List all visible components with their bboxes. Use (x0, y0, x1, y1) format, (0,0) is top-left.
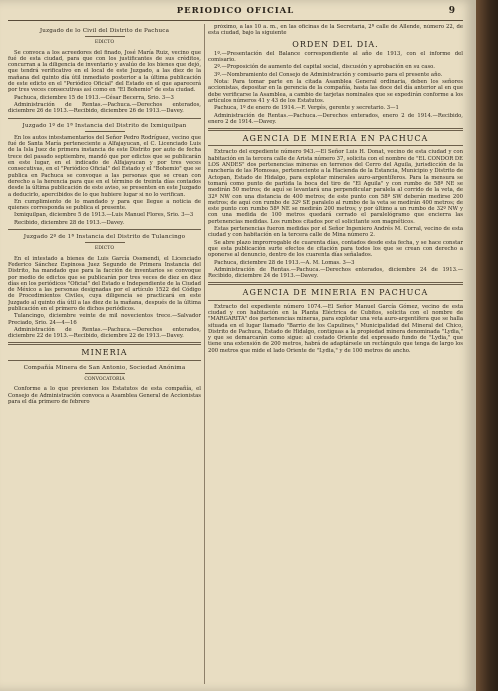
notice-paragraph: Extracto del expediente número 1074.—El Señor Manuel García Gómez, vecino de esta ciudad y con habitación en la Planta Eléctrica de Cubitos, solicita con el nombre de "MARGARITA" dos pertenencias mineras, para explotar una veta auro-argentífera que se halla situada en el lugar llamado "Barrio de los Capulines," Municipalidad del Mineral del Chico, Distrito de Pachuca, Estado de Hidalgo, contiguas a la propiedad minera denominada "Lydia," y que se demarcarán como sigue: al costado Oriente del expresado fundo de "Lydia," que tiene una extensión de 200 metros, habrá de adaptársele un rectángulo que tenga de largo los 200 metros que mide el lado Oriente de "Lydia," y de 100 metros de ancho. (208, 303, 463, 354)
divider (208, 282, 463, 285)
divider (208, 145, 463, 146)
agenda-item: 2º.—Proposición de aumento del capital social, discusión y aprobación en su caso. (214, 64, 435, 71)
section-heading: Juzgado de lo Civil del Distrito de Pachuca (39, 28, 170, 34)
notice-paragraph: En los autos intestamentarios del Señor Pedro Rodríguez, vecino que fué de Santa María perteneciente a Alfajayucan, el C. Licenciado Luis de la Isla Juez de primera instancia de este Distrito por auto de fecha trece del pasado septiembre, mandó que por edictos que se publicarán en este lugar, en el indicado de Alfajayucan y por tres veces consecutivas, en el "Periódico Oficial" del Estado y el "Bohemio" que se publica en Pachuca se convoque a las personas que se crean con derecho a la herencia para que en el término de treinta días contados desde la última publicación de este aviso, se presenten en este Juzgado a deducirlo, apercibidos de lo que hubiere lugar si no lo verifican. (8, 134, 201, 198)
notice-paragraph: En el intestado a bienes de Luis García Ossmendi, el Licenciado Federico Sánchez Espinosa Juez Segundo de Primera Instancia del Distrito, ha mandado que para la facción de inventarios se convoque por medio de edictos que se publicarán por tres veces de diez en diez días en los periódicos "Oficial" del Estado e Independiente de la Ciudad de México a las personas designadas por el artículo 1522 del Código de Procedimientos Civiles, cuya diligencia se practicará en este Juzgado al quinto día útil a las diez de la mañana, después de la última publicación en el primero de dichos periódicos. (8, 255, 201, 312)
section-heading: Juzgado 2º de 1ª Instancia del Distrito de Tulancingo (23, 234, 186, 241)
newspaper-title: PERIODICO OFICIAL (176, 6, 295, 16)
section-heading: Juzgado 1º de 1ª Instancia del Distrito de Ixmiquilpan (22, 122, 187, 129)
divider (85, 131, 125, 132)
divider (8, 229, 201, 230)
divider (85, 36, 125, 37)
notice-admin: Recibido, diciembre 28 de 1913.—Davey. (14, 219, 125, 226)
notice-date: Tulancingo, diciembre veinte de mil novecientos trece.—Salvador Preciado, Srio. 24—4—16 (8, 313, 201, 326)
book-spine (476, 0, 498, 691)
agenda-item: 3º.—Nombramiento del Consejo de Administración y comisario para el presente año. (214, 71, 443, 78)
right-column (208, 24, 463, 684)
notice-date: Pachuca, diciembre 28 de 1913.—A. M. Lomas. 3—3 (214, 259, 355, 266)
notice-admin: Administración de Rentas.—Pachuca.—Derechos enterados, diciembre 22 de 1913.—Recibido, diciembre 22 de 1913.—Davey. (8, 326, 201, 340)
left-column (8, 24, 201, 684)
notice-date: Ixmiquilpan, diciembre 5 de 1913.—Luis Manuel Flores, Srio. 3—3 (14, 212, 194, 219)
notice-admin: Administración de Rentas.—Pachuca.—Derechos enterados, enero 2 de 1914.—Recibido, enero 2 de 1914.—Davey. (208, 112, 463, 125)
divider (8, 342, 201, 345)
section-subheading: EDICTO (94, 246, 115, 252)
divider (8, 118, 201, 119)
section-heading: AGENCIA DE MINERIA EN PACHUCA (242, 288, 429, 298)
notice-paragraph: En cumplimiento de lo mandado y para que llegue a noticia de quienes corresponda se publica el presente. (8, 198, 201, 212)
notice-admin: Administración de Rentas.—Pachuca.—Derechos enterados, diciembre 24 de 1913.—Recibido, diciembre 24 de 1913.—Davey. (208, 266, 463, 280)
divider (8, 360, 201, 361)
company-name: Compañía Minera de San Antonio, Sociedad Anónima (23, 364, 186, 371)
section-heading: ORDEN DEL DIA. (292, 39, 379, 49)
section-subheading: EDICTO (94, 40, 115, 46)
notice-paragraph: Estas pertenencias fueron medidas por el Señor Ingeniero Andrés M. Corral, vecino de esta ciudad y con habitación en la tercera calle de Mina número 2. (208, 226, 463, 239)
page-number: 9 (448, 6, 455, 16)
notice-paragraph: Conforme a lo que previenen los Estatutos de esta compañía, el Consejo de Administración convoca a Asamblea General de Accionistas para el día primero de febrero (8, 386, 201, 405)
notice-paragraph: próximo, a las 10 a. m., en las oficinas de la Secretaría, 2ª calle de Allende, número 22, de esta ciudad, bajo la siguiente (208, 24, 463, 37)
notice-paragraph: Se abre plazo improrrogable de cuarenta días, contados desde esta fecha, y se hace constar que esta publicación surte efectos de citación para todos los que se crean con derecho a oponerse al denuncio, dentro de los cuarenta días señalados. (208, 239, 463, 259)
notice-paragraph: Se convoca a los acreedores del finado, José María Ruiz, vecino que fué de esta ciudad, para que con los justificantes de sus créditos, concurran a la diligencia de inventario y avalúo de los bienes que dejó, que tendrá verificativo en el local de este Juzgado, a las diez de la mañana del quinto día útil inmediato posterior a la última publicación de este edicto en el "Periódico Oficial" del Estado en el que aparecerá por tres veces consecutivas así como en "El Bohemio" de esta ciudad. (8, 49, 201, 94)
notice-paragraph: Nota: Para tomar parte en la citada Asamblea General ordinaria, deben los señores accionistas, depositar en la gerencia de la compañía, hasta las doce del día anterior al en que debe verificarse la Asamblea, a cambio de tarjetas nominales que se expedirán conforme a los artículos números 41 y 43 de los Estatutos. (208, 79, 463, 104)
notice-date: Pachuca, 1º de enero de 1914.—F. Vergés, gerente y secretario. 3—1 (214, 105, 399, 112)
section-heading-mineria: MINERIA (81, 348, 128, 358)
page-header (8, 4, 463, 21)
section-subheading: CONVOCATORIA (84, 377, 125, 383)
divider (208, 128, 463, 131)
divider (208, 300, 463, 301)
divider (85, 242, 125, 243)
notice-paragraph: Extracto del expediente número 943.—El Señor Luis H. Donat, vecino de esta ciudad y con habitación en la tercera calle de Arista número 37, solicita con el nombre de "EL CONDOR DE LOS ANDES" dos pertenencias mineras en terrenos del Cerro del Aguila, jurisdicción de la ranchería de las Plomosas, perteneciente a la Hacienda de la Estancia, Municipio y Distrito de Actopan, Estado de Hidalgo, para explotar minerales auro-argentíferos. Para la mensura se tomará como punto de partida la boca del tiro de "El Aguila" y con rumbo de 58º NE se medirán 50 metros; de aquí se levantará una perpendicular paralela al corrido de la veta, de 32º NW con una distancia de 400 metros; de este punto con 58º SW deberán medirse 200 metros; de aquí con rumbo de 32º SE paralelo al rumbo de la veta se medirán 400 metros; de este punto con rumbo 58º NE se medirán 200 metros; y por último a un rumbo de 32º NW y con una medida de 100 metros quedará cerrado el paralelógramo que encierra las pertenencias medidas. Los rumbos citados por el solicitante son magnéticos. (208, 149, 463, 225)
notice-admin: Administración de Rentas.—Pachuca.—Derechos enterados, diciembre 26 de 1913.—Recibido, diciembre 26 de 1913.—Davey. (8, 101, 201, 115)
agenda-item: 1º.—Presentación del Balance correspondiente al año de 1913, con el informe del comisario. (208, 50, 463, 64)
column-divider (204, 24, 205, 684)
section-heading: AGENCIA DE MINERIA EN PACHUCA (242, 134, 429, 144)
notice-date: Pachuca, diciembre 15 de 1913.—César Becerra, Srio. 3—3 (14, 94, 174, 101)
divider (85, 373, 125, 374)
